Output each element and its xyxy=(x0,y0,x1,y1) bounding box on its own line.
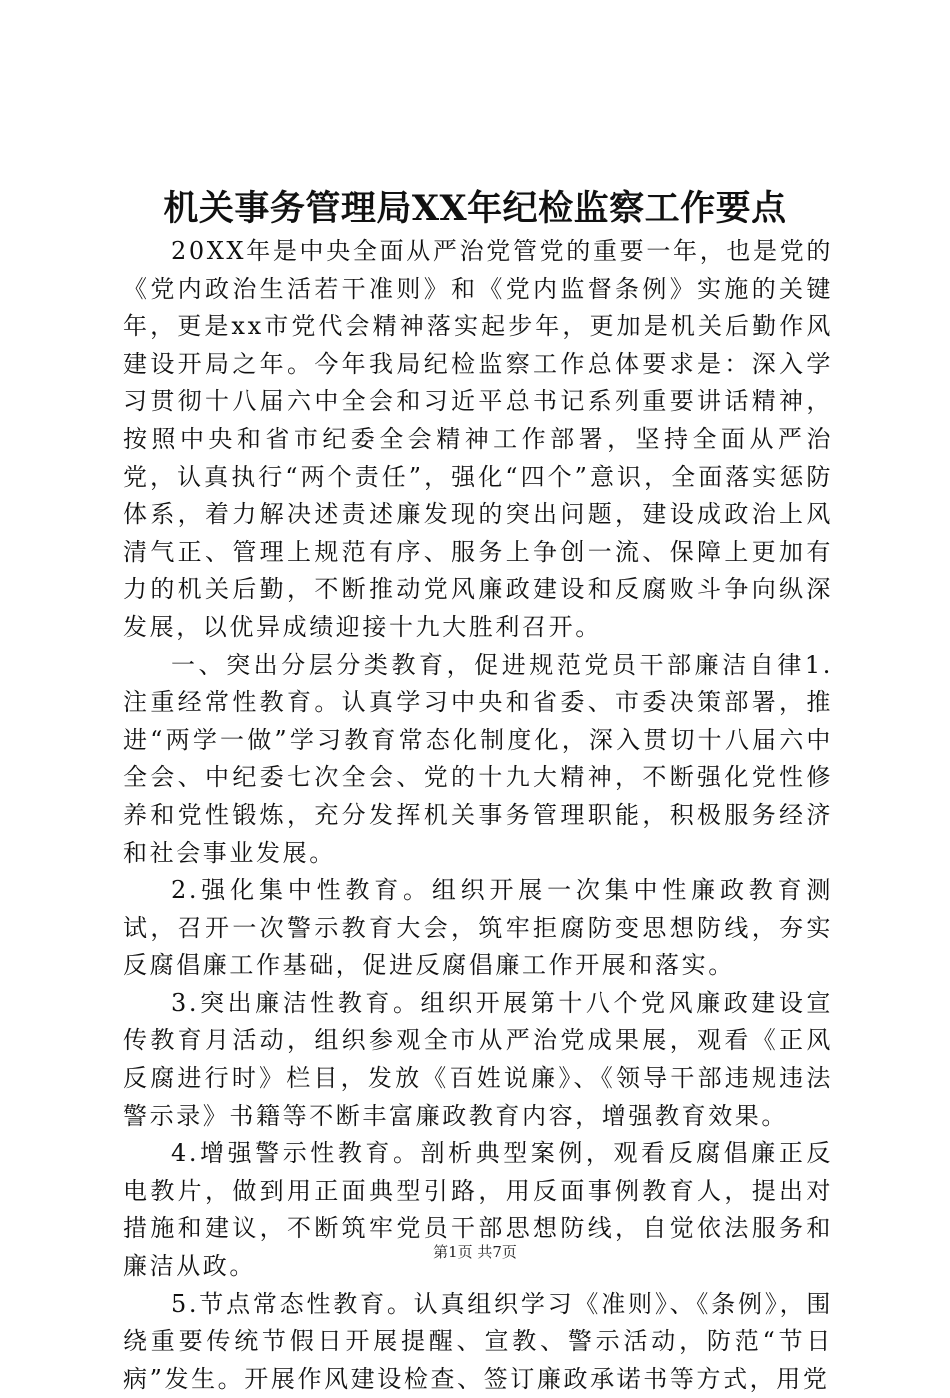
paragraph: 2.强化集中性教育。组织开展一次集中性廉政教育测试，召开一次警示教育大会，筑牢拒腐防变思想防线，夯实反腐倡廉工作基础，促进反腐倡廉工作开展和落实。 xyxy=(123,876,833,980)
page-number-footer: 第1页 共7页 xyxy=(433,1243,517,1261)
paragraph: 一、突出分层分类教育，促进规范党员干部廉洁自律1.注重经常性教育。认真学习中央和省委、市委决策部署，推进“两学一做”学习教育常态化制度化，深入贯切十八届六中全会、中纪委七次全会、党的十九大精神，不断强化党性修养和党性锻炼，充分发挥机关事务管理职能，积极服务经济和社会事业发展。 xyxy=(123,650,833,867)
paragraph: 3.突出廉洁性教育。组织开展第十八个党风廉政建设宣传教育月活动，组织参观全市从严治党成果展，观看《正风反腐进行时》栏目，发放《百姓说廉》、《领导干部违规违法警示录》书籍等不断丰富廉政教育内容，增强教育效果。 xyxy=(123,988,833,1130)
paragraph: 4.增强警示性教育。剖析典型案例，观看反腐倡廉正反电教片，做到用正面典型引路，用反面事例教育人，提出对措施和建议，不断筑牢党员干部思想防线，自觉依法服务和廉洁从政。 xyxy=(123,1139,833,1281)
document-body xyxy=(123,233,833,1398)
document-title: 机关事务管理局XX年纪检监察工作要点 xyxy=(163,188,787,229)
paragraph: 5.节点常态性教育。认真组织学习《准则》、《条例》，围绕重要传统节假日开展提醒、宣教、警示活动，防范“节日病”发生。开展作风建设检查、签订廉政承诺书等方式，用党 xyxy=(123,1289,833,1393)
paragraph: 20XX年是中央全面从严治党管党的重要一年，也是党的《党内政治生活若干准则》和《党内监督条例》实施的关键年，更是xx市党代会精神落实起步年，更加是机关后勤作风建设开局之年。今年我局纪检监察工作总体要求是：深入学习贯彻十八届六中全会和习近平总书记系列重要讲话精神，按照中央和省市纪委全会精神工作部署，坚持全面从严治党，认真执行“两个责任”，强化“四个”意识，全面落实惩防体系，着力解决述责述廉发现的突出问题，建设成政治上风清气正、管理上规范有序、服务上争创一流、保障上更加有力的机关后勤，不断推动党风廉政建设和反腐败斗争向纵深发展，以优异成绩迎接十九大胜利召开。 xyxy=(123,237,833,641)
